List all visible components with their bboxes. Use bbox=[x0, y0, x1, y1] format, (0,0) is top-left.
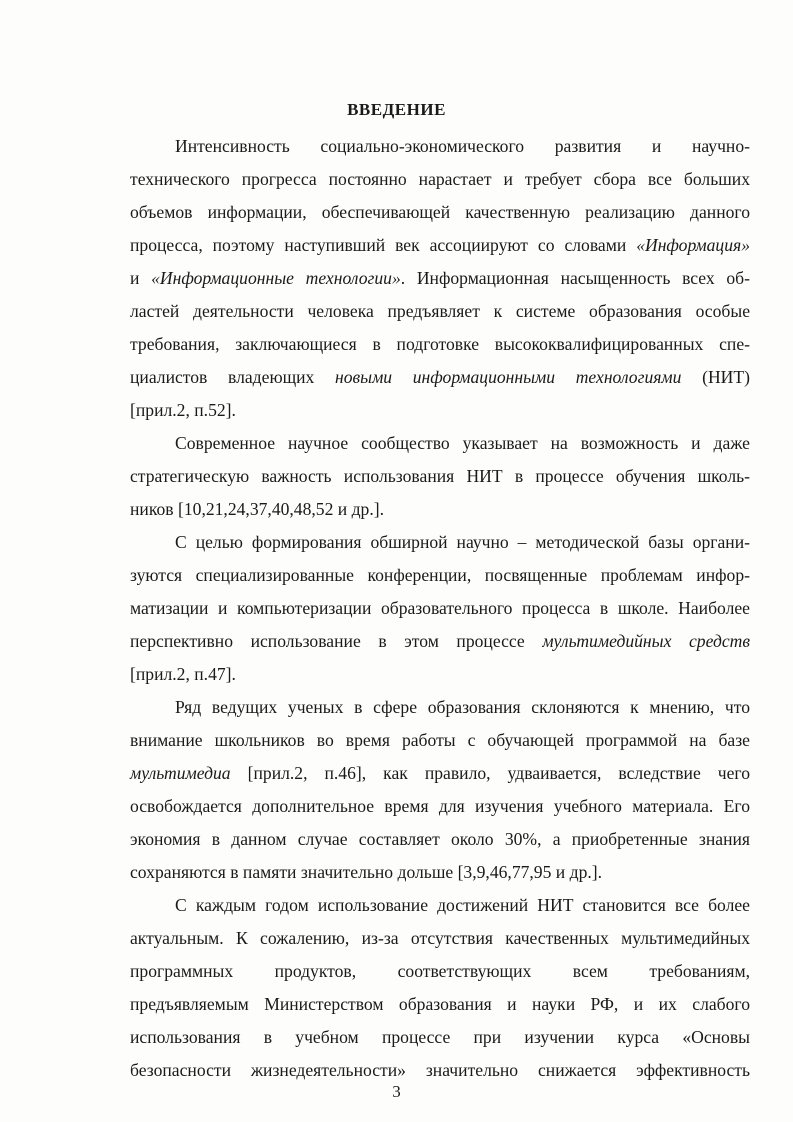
text-line: внимание школьников во время работы с обучающей программой на базе bbox=[130, 730, 750, 750]
text-line: С каждым годом использование достижений НИТ становится все более bbox=[175, 895, 750, 915]
italic-term: новыми информационными технологиями bbox=[335, 367, 682, 387]
page-title: ВВЕДЕНИЕ bbox=[347, 100, 446, 119]
text-line: Интенсивность социально-экономического развития и научно- bbox=[175, 136, 750, 156]
text-line: [прил.2, п.52]. bbox=[130, 400, 236, 420]
text-line: объемов информации, обеспечивающей качественную реализацию данного bbox=[130, 202, 750, 222]
text-line: сохраняются в памяти значительно дольше [3,9,46,77,95 и др.]. bbox=[130, 862, 603, 882]
text-line: процесса, поэтому наступивший век ассоциируют со словами «Информация» bbox=[130, 235, 750, 255]
text-line: безопасности жизнедеятельности» значительно снижается эффективность bbox=[130, 1060, 750, 1080]
text-line: ников [10,21,24,37,40,48,52 и др.]. bbox=[130, 499, 385, 519]
text-line: С целью формирования обширной научно – методической базы органи- bbox=[175, 532, 750, 552]
text-line: [прил.2, п.47]. bbox=[130, 664, 236, 684]
text-line: освобождается дополнительное время для изучения учебного материала. Его bbox=[130, 796, 750, 816]
italic-term: «Информация» bbox=[636, 235, 750, 255]
text-line: Современное научное сообщество указывает на возможность и даже bbox=[175, 433, 750, 453]
text-line: стратегическую важность использования НИТ в процессе обучения школь- bbox=[130, 466, 750, 486]
italic-term: «Информационные технологии» bbox=[151, 268, 401, 288]
text-line: программных продуктов, соответствующих всем требованиям, bbox=[130, 961, 750, 981]
text-line: Ряд ведущих ученых в сфере образования склоняются к мнению, что bbox=[175, 697, 750, 717]
italic-term: мультимедиа bbox=[130, 763, 231, 783]
text-line: перспективно использование в этом процессе мультимедийных средств bbox=[130, 631, 750, 651]
text-line: и «Информационные технологии». Информационная насыщенность всех об- bbox=[130, 268, 750, 288]
text-line: ластей деятельности человека предъявляет к системе образования особые bbox=[130, 301, 750, 321]
text-line: требования, заключающиеся в подготовке высококвалифицированных спе- bbox=[130, 334, 750, 354]
page-number: 3 bbox=[392, 1082, 401, 1101]
text-line: матизации и компьютеризации образовательного процесса в школе. Наиболее bbox=[130, 598, 750, 618]
text-line: предъявляемым Министерством образования и науки РФ, и их слабого bbox=[130, 994, 750, 1014]
text-line: мультимедиа [прил.2, п.46], как правило, удваивается, вследствие чего bbox=[130, 763, 750, 783]
text-line: технического прогресса постоянно нарастает и требует сбора все больших bbox=[130, 169, 750, 189]
text-line: актуальным. К сожалению, из-за отсутствия качественных мультимедийных bbox=[130, 928, 750, 948]
italic-term: мультимедийных средств bbox=[542, 631, 750, 651]
text-line: циалистов владеющих новыми информационными технологиями (НИТ) bbox=[130, 367, 750, 387]
text-line: зуются специализированные конференции, посвященные проблемам инфор- bbox=[130, 565, 750, 585]
text-line: использования в учебном процессе при изучении курса «Основы bbox=[130, 1027, 750, 1047]
text-line: экономия в данном случае составляет около 30%, а приобретенные знания bbox=[130, 829, 750, 849]
